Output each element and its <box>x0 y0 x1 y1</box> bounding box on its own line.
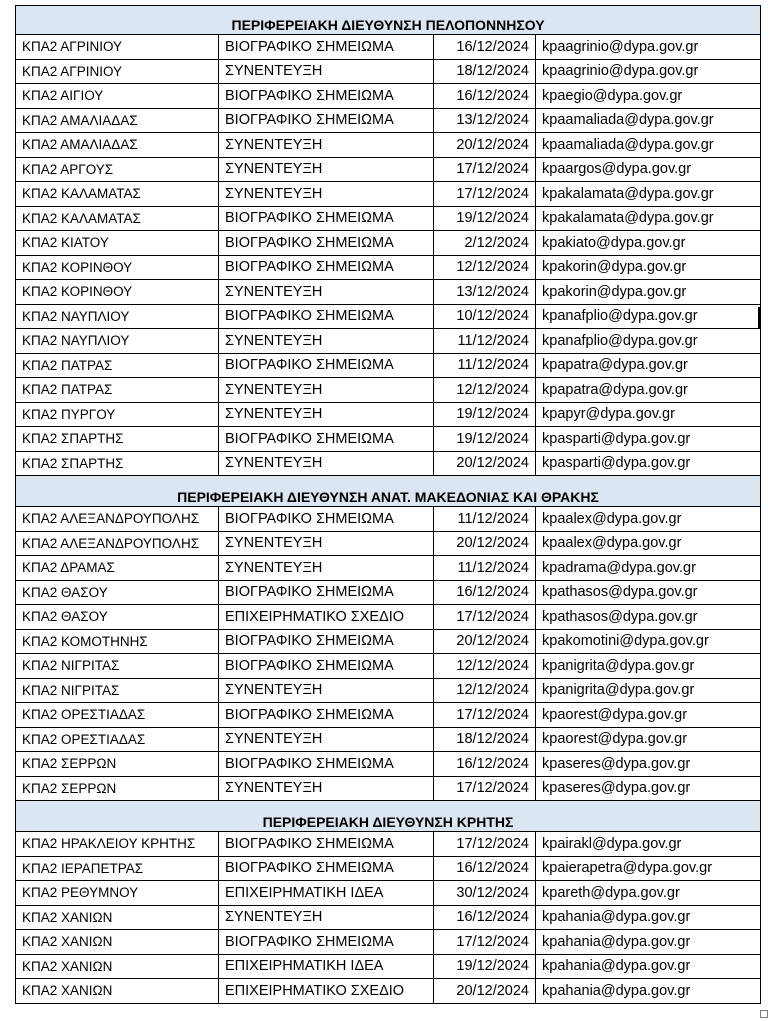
office-cell: ΚΠΑ2 ΚΟΜΟΤΗΝΗΣ <box>16 629 219 654</box>
email-cell: kpakalamata@dypa.gov.gr <box>536 182 761 207</box>
table-row <box>16 905 761 930</box>
type-cell: ΣΥΝΕΝΤΕΥΞΗ <box>219 133 434 158</box>
email-cell: kpaagrinio@dypa.gov.gr <box>536 59 761 84</box>
type-cell: ΣΥΝΕΝΤΕΥΞΗ <box>219 678 434 703</box>
office-cell: ΚΠΑ2 ΡΕΘΥΜΝΟΥ <box>16 881 219 906</box>
table-row <box>16 954 761 979</box>
table-row <box>16 353 761 378</box>
office-cell: ΚΠΑ2 ΟΡΕΣΤΙΑΔΑΣ <box>16 703 219 728</box>
office-cell: ΚΠΑ2 ΧΑΝΙΩΝ <box>16 930 219 955</box>
office-cell: ΚΠΑ2 ΠΑΤΡΑΣ <box>16 378 219 403</box>
date-cell: 16/12/2024 <box>434 856 536 881</box>
table-row <box>16 654 761 679</box>
table-row <box>16 304 761 329</box>
type-cell: ΒΙΟΓΡΑΦΙΚΟ ΣΗΜΕΙΩΜΑ <box>219 703 434 728</box>
email-cell: kpairakl@dypa.gov.gr <box>536 832 761 857</box>
date-cell: 11/12/2024 <box>434 556 536 581</box>
table-row <box>16 930 761 955</box>
date-cell: 20/12/2024 <box>434 133 536 158</box>
type-cell: ΒΙΟΓΡΑΦΙΚΟ ΣΗΜΕΙΩΜΑ <box>219 108 434 133</box>
email-cell: kpaorest@dypa.gov.gr <box>536 727 761 752</box>
date-cell: 12/12/2024 <box>434 654 536 679</box>
type-cell: ΒΙΟΓΡΑΦΙΚΟ ΣΗΜΕΙΩΜΑ <box>219 654 434 679</box>
date-cell: 11/12/2024 <box>434 507 536 532</box>
date-cell: 13/12/2024 <box>434 280 536 305</box>
table-row <box>16 556 761 581</box>
date-cell: 20/12/2024 <box>434 531 536 556</box>
date-cell: 17/12/2024 <box>434 930 536 955</box>
email-cell: kpareth@dypa.gov.gr <box>536 881 761 906</box>
table-row <box>16 856 761 881</box>
table-row <box>16 231 761 256</box>
date-cell: 16/12/2024 <box>434 35 536 60</box>
office-cell: ΚΠΑ2 ΑΓΡΙΝΙΟΥ <box>16 35 219 60</box>
email-cell: kpathasos@dypa.gov.gr <box>536 605 761 630</box>
office-cell: ΚΠΑ2 ΝΙΓΡΙΤΑΣ <box>16 654 219 679</box>
region-header-row <box>16 476 761 507</box>
table-row <box>16 378 761 403</box>
table-row <box>16 206 761 231</box>
date-cell: 18/12/2024 <box>434 727 536 752</box>
table-row <box>16 531 761 556</box>
email-cell: kpapyr@dypa.gov.gr <box>536 402 761 427</box>
email-cell: kpahania@dypa.gov.gr <box>536 954 761 979</box>
type-cell: ΣΥΝΕΝΤΕΥΞΗ <box>219 182 434 207</box>
date-cell: 13/12/2024 <box>434 108 536 133</box>
email-cell: kpahania@dypa.gov.gr <box>536 979 761 1004</box>
table-row <box>16 182 761 207</box>
email-cell: kpaamaliada@dypa.gov.gr <box>536 108 761 133</box>
office-cell: ΚΠΑ2 ΝΑΥΠΛΙΟΥ <box>16 304 219 329</box>
type-cell: ΣΥΝΕΝΤΕΥΞΗ <box>219 451 434 476</box>
table-row <box>16 35 761 60</box>
date-cell: 20/12/2024 <box>434 451 536 476</box>
date-cell: 17/12/2024 <box>434 157 536 182</box>
type-cell: ΣΥΝΕΝΤΕΥΞΗ <box>219 402 434 427</box>
office-cell: ΚΠΑ2 ΣΠΑΡΤΗΣ <box>16 451 219 476</box>
date-cell: 12/12/2024 <box>434 255 536 280</box>
office-cell: ΚΠΑ2 ΣΠΑΡΤΗΣ <box>16 427 219 452</box>
table-row <box>16 881 761 906</box>
type-cell: ΣΥΝΕΝΤΕΥΞΗ <box>219 280 434 305</box>
date-cell: 11/12/2024 <box>434 329 536 354</box>
date-cell: 18/12/2024 <box>434 59 536 84</box>
email-cell: kpakalamata@dypa.gov.gr <box>536 206 761 231</box>
table-row <box>16 605 761 630</box>
type-cell: ΒΙΟΓΡΑΦΙΚΟ ΣΗΜΕΙΩΜΑ <box>219 752 434 777</box>
office-cell: ΚΠΑ2 ΑΡΓΟΥΣ <box>16 157 219 182</box>
office-cell: ΚΠΑ2 ΘΑΣΟΥ <box>16 605 219 630</box>
table-row <box>16 108 761 133</box>
email-cell: kpaierapetra@dypa.gov.gr <box>536 856 761 881</box>
office-cell: ΚΠΑ2 ΚΟΡΙΝΘΟΥ <box>16 255 219 280</box>
type-cell: ΒΙΟΓΡΑΦΙΚΟ ΣΗΜΕΙΩΜΑ <box>219 304 434 329</box>
date-cell: 11/12/2024 <box>434 353 536 378</box>
type-cell: ΣΥΝΕΝΤΕΥΞΗ <box>219 378 434 403</box>
type-cell: ΒΙΟΓΡΑΦΙΚΟ ΣΗΜΕΙΩΜΑ <box>219 930 434 955</box>
type-cell: ΣΥΝΕΝΤΕΥΞΗ <box>219 556 434 581</box>
date-cell: 20/12/2024 <box>434 629 536 654</box>
date-cell: 19/12/2024 <box>434 954 536 979</box>
email-cell: kpaorest@dypa.gov.gr <box>536 703 761 728</box>
date-cell: 17/12/2024 <box>434 605 536 630</box>
type-cell: ΣΥΝΕΝΤΕΥΞΗ <box>219 727 434 752</box>
type-cell: ΒΙΟΓΡΑΦΙΚΟ ΣΗΜΕΙΩΜΑ <box>219 856 434 881</box>
type-cell: ΒΙΟΓΡΑΦΙΚΟ ΣΗΜΕΙΩΜΑ <box>219 832 434 857</box>
email-cell: kpapatra@dypa.gov.gr <box>536 353 761 378</box>
office-cell: ΚΠΑ2 ΔΡΑΜΑΣ <box>16 556 219 581</box>
office-cell: ΚΠΑ2 ΘΑΣΟΥ <box>16 580 219 605</box>
schedule-table <box>15 5 761 1004</box>
table-row <box>16 255 761 280</box>
date-cell: 16/12/2024 <box>434 752 536 777</box>
email-cell: kpapatra@dypa.gov.gr <box>536 378 761 403</box>
office-cell: ΚΠΑ2 ΣΕΡΡΩΝ <box>16 776 219 801</box>
region-header-row <box>16 6 761 35</box>
office-cell: ΚΠΑ2 ΗΡΑΚΛΕΙΟΥ ΚΡΗΤΗΣ <box>16 832 219 857</box>
office-cell: ΚΠΑ2 ΟΡΕΣΤΙΑΔΑΣ <box>16 727 219 752</box>
office-cell: ΚΠΑ2 ΠΥΡΓΟΥ <box>16 402 219 427</box>
date-cell: 16/12/2024 <box>434 580 536 605</box>
email-cell: kpaargos@dypa.gov.gr <box>536 157 761 182</box>
office-cell: ΚΠΑ2 ΚΟΡΙΝΘΟΥ <box>16 280 219 305</box>
type-cell: ΕΠΙΧΕΙΡΗΜΑΤΙΚΗ ΙΔΕΑ <box>219 881 434 906</box>
email-cell: kpakomotini@dypa.gov.gr <box>536 629 761 654</box>
email-cell: kpahania@dypa.gov.gr <box>536 930 761 955</box>
table-row <box>16 329 761 354</box>
office-cell: ΚΠΑ2 ΠΑΤΡΑΣ <box>16 353 219 378</box>
date-cell: 30/12/2024 <box>434 881 536 906</box>
office-cell: ΚΠΑ2 ΑΜΑΛΙΑΔΑΣ <box>16 108 219 133</box>
office-cell: ΚΠΑ2 ΚΑΛΑΜΑΤΑΣ <box>16 206 219 231</box>
office-cell: ΚΠΑ2 ΑΛΕΞΑΝΔΡΟΥΠΟΛΗΣ <box>16 507 219 532</box>
email-cell: kpaseres@dypa.gov.gr <box>536 752 761 777</box>
type-cell: ΣΥΝΕΝΤΕΥΞΗ <box>219 531 434 556</box>
region-title: ΠΕΡΙΦΕΡΕΙΑΚΗ ΔΙΕΥΘΥΝΣΗ ΑΝΑΤ. ΜΑΚΕΔΟΝΙΑΣ ΚΑΙ ΘΡΑΚΗΣ <box>16 476 761 507</box>
office-cell: ΚΠΑ2 ΚΙΑΤΟΥ <box>16 231 219 256</box>
type-cell: ΒΙΟΓΡΑΦΙΚΟ ΣΗΜΕΙΩΜΑ <box>219 231 434 256</box>
type-cell: ΕΠΙΧΕΙΡΗΜΑΤΙΚΟ ΣΧΕΔΙΟ <box>219 605 434 630</box>
table-row <box>16 727 761 752</box>
email-cell: kpaalex@dypa.gov.gr <box>536 531 761 556</box>
table-row <box>16 979 761 1004</box>
date-cell: 16/12/2024 <box>434 84 536 109</box>
office-cell: ΚΠΑ2 ΝΑΥΠΛΙΟΥ <box>16 329 219 354</box>
date-cell: 19/12/2024 <box>434 206 536 231</box>
table-row <box>16 580 761 605</box>
region-title: ΠΕΡΙΦΕΡΕΙΑΚΗ ΔΙΕΥΘΥΝΣΗ ΚΡΗΤΗΣ <box>16 801 761 832</box>
office-cell: ΚΠΑ2 ΝΙΓΡΙΤΑΣ <box>16 678 219 703</box>
office-cell: ΚΠΑ2 ΑΙΓΙΟΥ <box>16 84 219 109</box>
table-row <box>16 133 761 158</box>
type-cell: ΕΠΙΧΕΙΡΗΜΑΤΙΚΟ ΣΧΕΔΙΟ <box>219 979 434 1004</box>
type-cell: ΕΠΙΧΕΙΡΗΜΑΤΙΚΗ ΙΔΕΑ <box>219 954 434 979</box>
email-cell: kpasparti@dypa.gov.gr <box>536 427 761 452</box>
table-row <box>16 451 761 476</box>
type-cell: ΣΥΝΕΝΤΕΥΞΗ <box>219 157 434 182</box>
table-row <box>16 629 761 654</box>
email-cell: kpakiato@dypa.gov.gr <box>536 231 761 256</box>
date-cell: 2/12/2024 <box>434 231 536 256</box>
schedule-table-body <box>16 6 761 1004</box>
type-cell: ΣΥΝΕΝΤΕΥΞΗ <box>219 776 434 801</box>
type-cell: ΒΙΟΓΡΑΦΙΚΟ ΣΗΜΕΙΩΜΑ <box>219 507 434 532</box>
office-cell: ΚΠΑ2 ΧΑΝΙΩΝ <box>16 905 219 930</box>
email-cell: kpadrama@dypa.gov.gr <box>536 556 761 581</box>
table-row <box>16 84 761 109</box>
date-cell: 17/12/2024 <box>434 182 536 207</box>
email-cell: kpathasos@dypa.gov.gr <box>536 580 761 605</box>
office-cell: ΚΠΑ2 ΧΑΝΙΩΝ <box>16 954 219 979</box>
email-cell: kpahania@dypa.gov.gr <box>536 905 761 930</box>
type-cell: ΒΙΟΓΡΑΦΙΚΟ ΣΗΜΕΙΩΜΑ <box>219 84 434 109</box>
date-cell: 17/12/2024 <box>434 776 536 801</box>
type-cell: ΣΥΝΕΝΤΕΥΞΗ <box>219 329 434 354</box>
type-cell: ΒΙΟΓΡΑΦΙΚΟ ΣΗΜΕΙΩΜΑ <box>219 427 434 452</box>
email-cell: kpaalex@dypa.gov.gr <box>536 507 761 532</box>
table-row <box>16 427 761 452</box>
office-cell: ΚΠΑ2 ΣΕΡΡΩΝ <box>16 752 219 777</box>
office-cell: ΚΠΑ2 ΑΜΑΛΙΑΔΑΣ <box>16 133 219 158</box>
date-cell: 12/12/2024 <box>434 678 536 703</box>
email-cell: kpanafplio@dypa.gov.gr <box>536 304 761 329</box>
table-row <box>16 59 761 84</box>
type-cell: ΒΙΟΓΡΑΦΙΚΟ ΣΗΜΕΙΩΜΑ <box>219 206 434 231</box>
type-cell: ΣΥΝΕΝΤΕΥΞΗ <box>219 905 434 930</box>
email-cell: kpasparti@dypa.gov.gr <box>536 451 761 476</box>
email-cell: kpakorin@dypa.gov.gr <box>536 255 761 280</box>
date-cell: 10/12/2024 <box>434 304 536 329</box>
table-row <box>16 703 761 728</box>
office-cell: ΚΠΑ2 ΑΓΡΙΝΙΟΥ <box>16 59 219 84</box>
date-cell: 19/12/2024 <box>434 427 536 452</box>
type-cell: ΒΙΟΓΡΑΦΙΚΟ ΣΗΜΕΙΩΜΑ <box>219 255 434 280</box>
email-cell: kpanafplio@dypa.gov.gr <box>536 329 761 354</box>
type-cell: ΒΙΟΓΡΑΦΙΚΟ ΣΗΜΕΙΩΜΑ <box>219 35 434 60</box>
type-cell: ΣΥΝΕΝΤΕΥΞΗ <box>219 59 434 84</box>
table-row <box>16 678 761 703</box>
office-cell: ΚΠΑ2 ΙΕΡΑΠΕΤΡΑΣ <box>16 856 219 881</box>
type-cell: ΒΙΟΓΡΑΦΙΚΟ ΣΗΜΕΙΩΜΑ <box>219 580 434 605</box>
table-row <box>16 402 761 427</box>
email-cell: kpanigrita@dypa.gov.gr <box>536 654 761 679</box>
table-row <box>16 280 761 305</box>
type-cell: ΒΙΟΓΡΑΦΙΚΟ ΣΗΜΕΙΩΜΑ <box>219 353 434 378</box>
date-cell: 12/12/2024 <box>434 378 536 403</box>
date-cell: 19/12/2024 <box>434 402 536 427</box>
date-cell: 17/12/2024 <box>434 832 536 857</box>
table-row <box>16 157 761 182</box>
table-row <box>16 752 761 777</box>
date-cell: 20/12/2024 <box>434 979 536 1004</box>
region-header-row <box>16 801 761 832</box>
office-cell: ΚΠΑ2 ΧΑΝΙΩΝ <box>16 979 219 1004</box>
email-cell: kpaamaliada@dypa.gov.gr <box>536 133 761 158</box>
table-resize-handle[interactable] <box>760 1010 768 1018</box>
email-cell: kpaseres@dypa.gov.gr <box>536 776 761 801</box>
email-cell: kpakorin@dypa.gov.gr <box>536 280 761 305</box>
table-row <box>16 832 761 857</box>
email-cell: kpaegio@dypa.gov.gr <box>536 84 761 109</box>
office-cell: ΚΠΑ2 ΚΑΛΑΜΑΤΑΣ <box>16 182 219 207</box>
table-row <box>16 776 761 801</box>
table-row <box>16 507 761 532</box>
type-cell: ΒΙΟΓΡΑΦΙΚΟ ΣΗΜΕΙΩΜΑ <box>219 629 434 654</box>
region-title: ΠΕΡΙΦΕΡΕΙΑΚΗ ΔΙΕΥΘΥΝΣΗ ΠΕΛΟΠΟΝΝΗΣΟΥ <box>16 6 761 35</box>
email-cell: kpaagrinio@dypa.gov.gr <box>536 35 761 60</box>
date-cell: 16/12/2024 <box>434 905 536 930</box>
office-cell: ΚΠΑ2 ΑΛΕΞΑΝΔΡΟΥΠΟΛΗΣ <box>16 531 219 556</box>
text-cursor <box>758 307 760 329</box>
date-cell: 17/12/2024 <box>434 703 536 728</box>
email-cell: kpanigrita@dypa.gov.gr <box>536 678 761 703</box>
